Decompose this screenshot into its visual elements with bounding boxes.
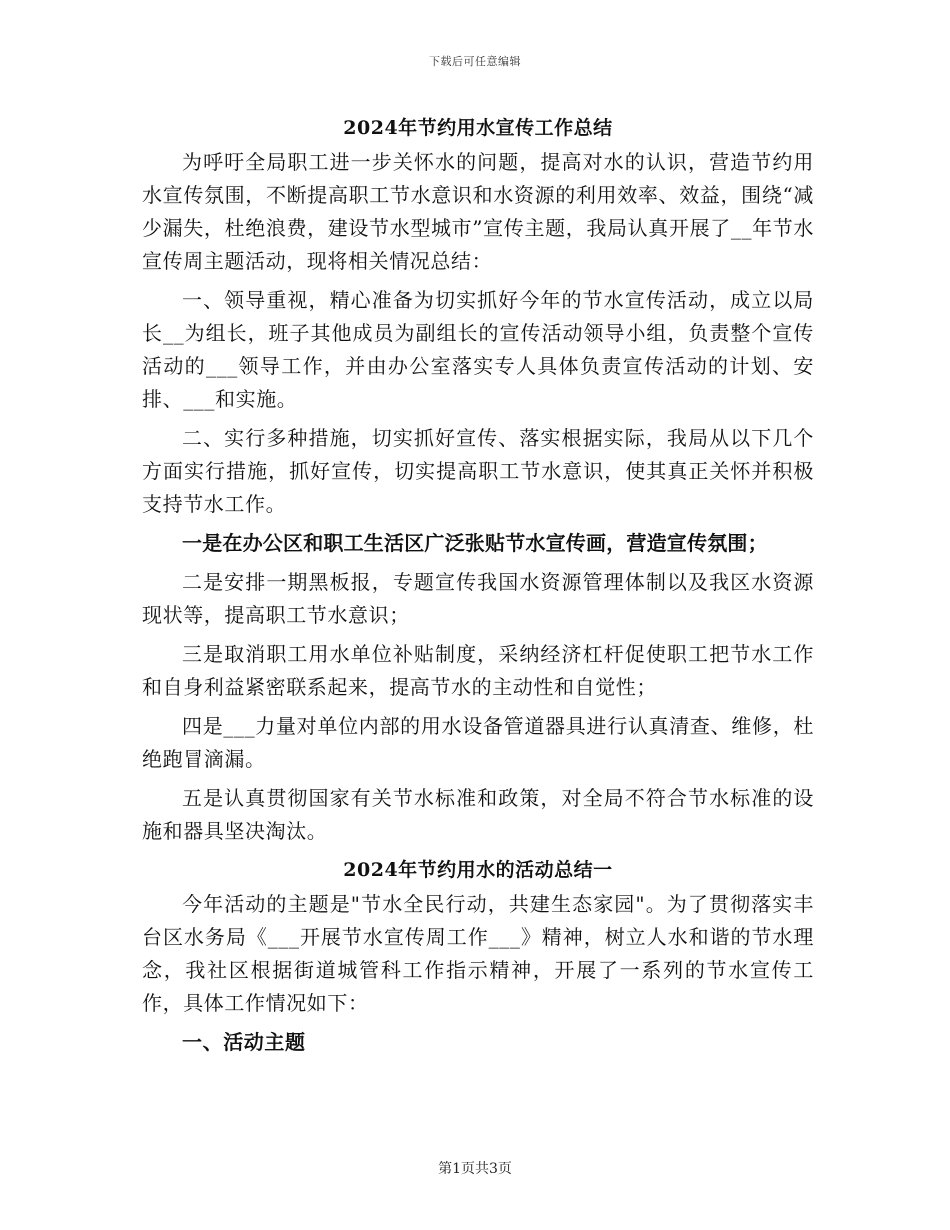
paragraph-intro: 为呼吁全局职工进一步关怀水的问题，提高对水的认识，营造节约用水宣传氛围，不断提高职工节水意识和水资源的利用效率、效益，围绕“减少漏失，杜绝浪费，建设节水型城市”宣传主题，我局认真开展了__年节水宣传周主题活动，现将相关情况总结：: [142, 150, 814, 273]
header-note: 下载后可任意编辑: [429, 55, 521, 68]
paragraph-measure-1: 一是在办公区和职工生活区广泛张贴节水宣传画，营造宣传氛围；: [182, 531, 768, 555]
paragraph-measure-2: 二是安排一期黑板报，专题宣传我国水资源管理体制以及我区水资源现状等，提高职工节水意识；: [142, 570, 814, 627]
paragraph-activity-intro: 今年活动的主题是"节水全民行动，共建生态家园"。为了贯彻落实丰台区水务局《___开展节水宣传周工作___》精神，树立人水和谐的节水理念，我社区根据街道城管科工作指示精神，开展了一系列的节水宣传工作，具体工作情况如下：: [142, 892, 814, 1015]
page-number: 第1页共3页: [438, 1161, 512, 1177]
paragraph-measure-5: 五是认真贯彻国家有关节水标准和政策，对全局不符合节水标准的设施和器具坚决淘汰。: [142, 786, 814, 843]
paragraph-leadership: 一、领导重视，精心准备为切实抓好今年的节水宣传活动，成立以局长__为组长，班子其他成员为副组长的宣传活动领导小组，负责整个宣传活动的___领导工作，并由办公室落实专人具体负责宣传活动的计划、安排、___和实施。: [142, 288, 814, 411]
document-body: [142, 112, 814, 1059]
paragraph-measure-4: 四是___力量对单位内部的用水设备管道器具进行认真清查、维修，杜绝跑冒滴漏。: [142, 714, 814, 771]
paragraph-measures: 二、实行多种措施，切实抓好宣传、落实根据实际，我局从以下几个方面实行措施，抓好宣传，切实提高职工节水意识，使其真正关怀并积极支持节水工作。: [142, 426, 814, 516]
subheading-activity-theme: 一、活动主题: [182, 1030, 306, 1054]
section-title: 2024年节约用水的活动总结一: [343, 859, 613, 881]
document-title: 2024年节约用水宣传工作总结: [343, 117, 613, 139]
paragraph-measure-3: 三是取消职工用水单位补贴制度，采纳经济杠杆促使职工把节水工作和自身利益紧密联系起来，提高节水的主动性和自觉性；: [142, 642, 814, 699]
